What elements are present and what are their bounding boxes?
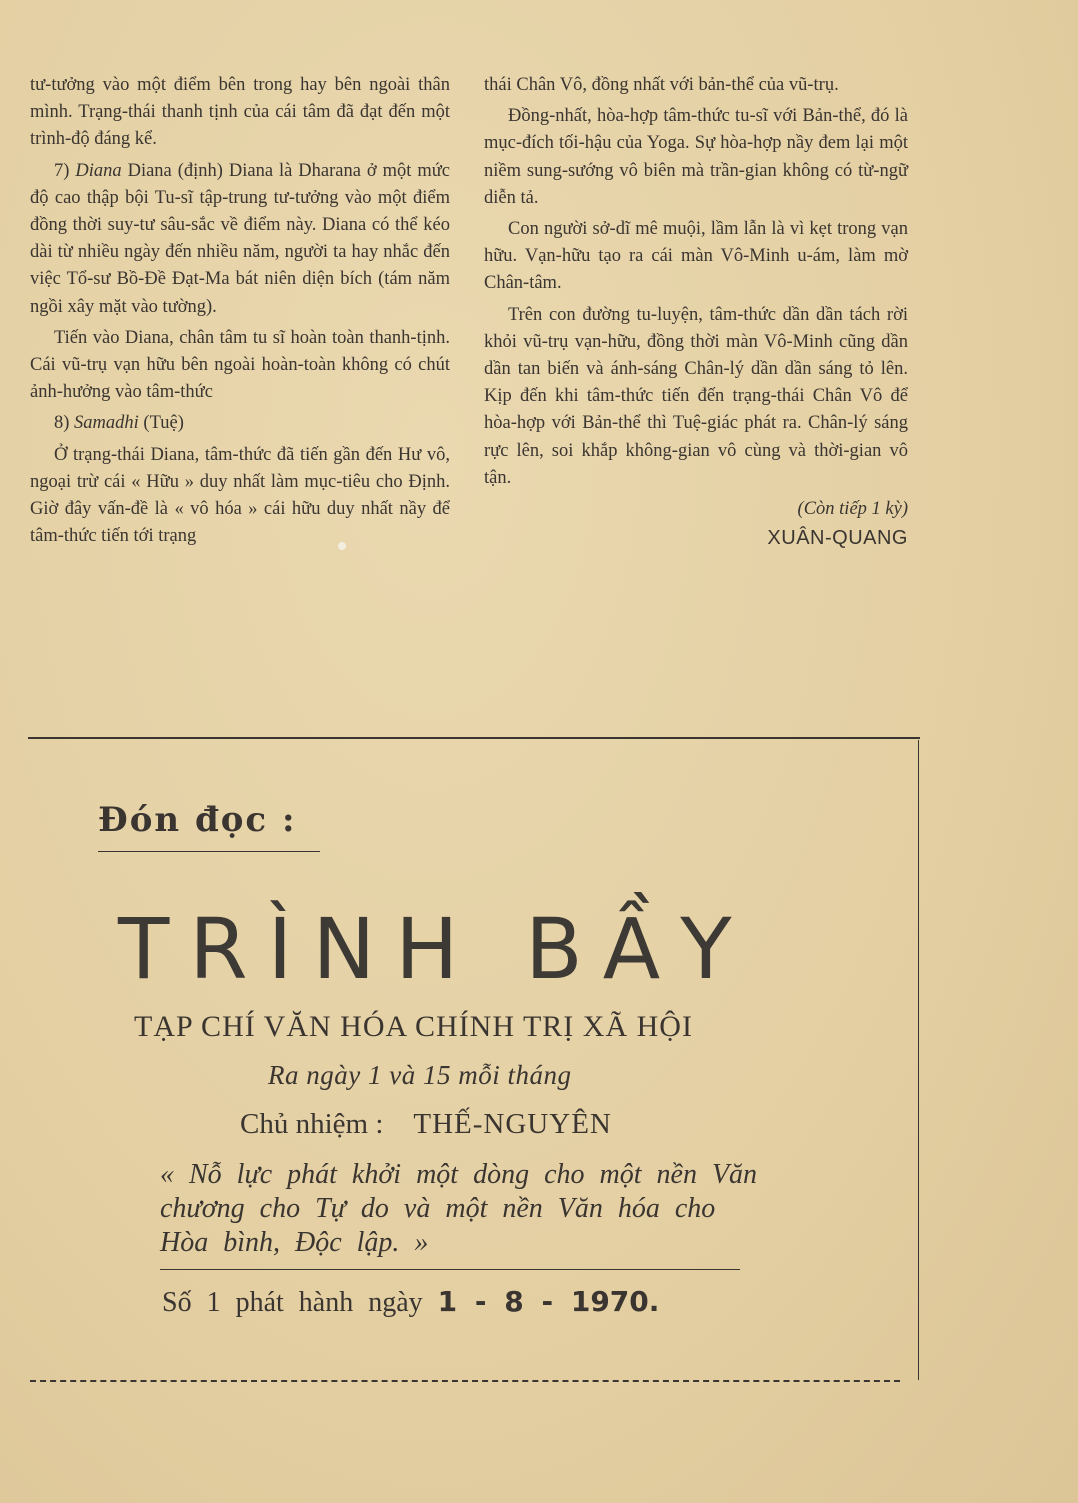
item-8-heading: [30, 410, 450, 437]
paragraph: Trên con đường tu-luyện, tâm-thức dần dần tách rời khỏi vũ-trụ vạn-hữu, đồng thời màn Vô-Minh cũng dần dần tan biến và ánh-sáng Chân-lý dần dần sáng tỏ lên. Kịp đến khi tâm-thức tiến đến trạng-thái Chân Vô để hòa-hợp với Bản-thể thì Tuệ-giác phát ra. Chân-lý sáng rực lên, soi khắp không-gian vô cùng và thời-gian vô tận.: [484, 304, 908, 488]
article-column-right: [484, 72, 908, 552]
editor-label: Chủ nhiệm :: [240, 1108, 384, 1140]
paragraph: Tiến vào Diana, chân tâm tu sĩ hoàn toàn thanh-tịnh. Cái vũ-trụ vạn hữu bên ngoài hoàn-toàn không có chút ảnh-hưởng vào tâm-thức: [30, 327, 450, 403]
paragraph: tư-tưởng vào một điểm bên trong hay bên ngoài thân mình. Trạng-thái thanh tịnh của cái tâm đã đạt đến một trình-độ đáng kể.: [30, 75, 450, 150]
item-7-number: 7): [54, 160, 70, 181]
magazine-slogan: « Nỗ lực phát khởi một dòng cho một nền Văn chương cho Tự do và một nền Văn hóa cho Hòa bình, Độc lập. »: [160, 1159, 758, 1258]
paragraph: Con người sở-dĩ mê muội, lầm lẫn là vì kẹt trong vạn hữu. Vạn-hữu tạo ra cái màn Vô-Minh u-ám, làm mờ Chân-tâm.: [484, 219, 908, 294]
item-8-number: 8): [54, 413, 70, 434]
issue-line: [162, 1285, 659, 1319]
paper-spot: [338, 542, 346, 550]
ad-heading: Đón đọc :: [98, 800, 297, 840]
item-8-term: Samadhi: [74, 413, 139, 434]
item-7-paragraph: [30, 158, 450, 321]
ad-top-rule: [28, 737, 920, 739]
paragraph: Đồng-nhất, hòa-hợp tâm-thức tu-sĩ với Bản-thể, đó là mục-đích tối-hậu của Yoga. Sự hòa-hợp nầy đem lại một niềm sung-sướng vô biên mà trần-gian không có từ-ngữ diễn tả.: [484, 106, 908, 208]
ad-heading-underline: [98, 851, 320, 852]
paragraph: Ở trạng-thái Diana, tâm-thức đã tiến gần đến Hư vô, ngoại trừ cái « Hữu » duy nhất làm mục-tiêu cho Định. Giờ đây vấn-đề là « vô hóa » cái hữu duy nhất nầy để tâm-thức tiến tới trạng: [30, 444, 450, 547]
paragraph: thái Chân Vô, đồng nhất với bản-thể của vũ-trụ.: [484, 75, 839, 95]
editor-line: [240, 1108, 612, 1141]
author-name: XUÂN-QUANG: [767, 527, 908, 550]
editor-name: THẾ-NGUYÊN: [413, 1108, 612, 1140]
publication-schedule: Ra ngày 1 và 15 mỗi tháng: [268, 1060, 572, 1090]
slogan-underline: [160, 1269, 740, 1270]
magazine-masthead: TRÌNH BẦY: [118, 900, 752, 998]
item-7-text: Diana (định) Diana là Dharana ở một mức độ cao thập bội Tu-sĩ tập-trung tư-tưởng vào một điểm đồng thời suy-tư sâu-sắc về điểm này. Diana có thể kéo dài từ nhiều ngày đến nhiều năm, người ta hay nhắc đến việc Tổ-sư Bồ-Đề Đạt-Ma bát niên diện bích (tám năm ngồi xây mặt vào tường).: [30, 160, 450, 317]
item-7-term: Diana: [75, 160, 122, 181]
article-column-left: [30, 72, 450, 554]
ad-right-border: [918, 740, 919, 1380]
issue-date: 1 - 8 - 1970.: [437, 1285, 660, 1318]
issue-text: Số 1 phát hành ngày: [162, 1287, 423, 1318]
continued-note: (Còn tiếp 1 kỳ): [797, 499, 908, 520]
ad-bottom-rule: [30, 1380, 900, 1382]
item-8-rest: (Tuệ): [143, 413, 184, 434]
magazine-subtitle: TẠP CHÍ VĂN HÓA CHÍNH TRỊ XÃ HỘI: [134, 1010, 693, 1043]
